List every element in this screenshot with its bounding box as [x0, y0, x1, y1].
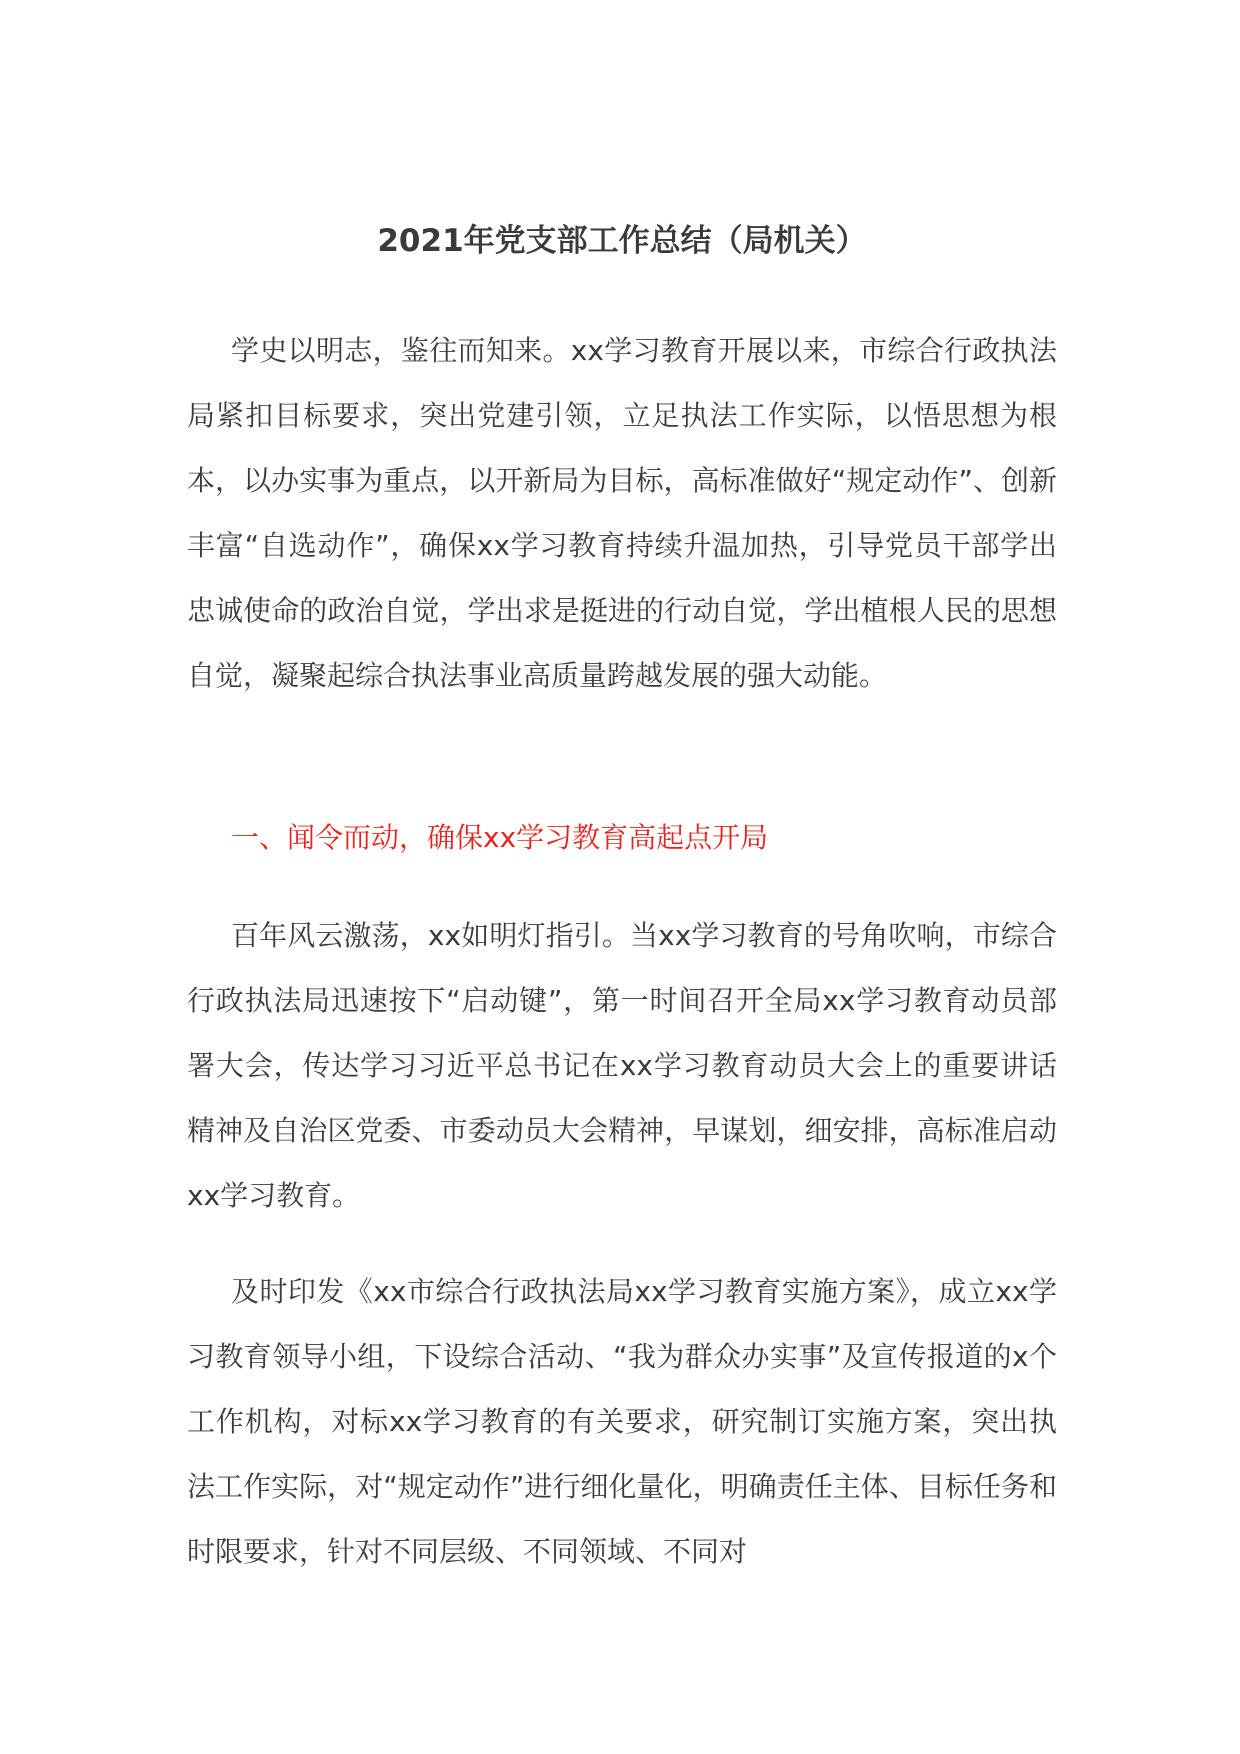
- paragraph-section-1: 百年风云激荡，xx如明灯指引。当xx学习教育的号角吹响，市综合行政执法局迅速按下“启动键”，第一时间召开全局xx学习教育动员部署大会，传达学习习近平总书记在xx学习教育动员大会上的重要讲话精神及自治区党委、市委动员大会精神，早谋划，细安排，高标准启动xx学习教育。: [187, 919, 1057, 1212]
- paragraph-section-2: 及时印发《xx市综合行政执法局xx学习教育实施方案》，成立xx学习教育领导小组，下设综合活动、“我为群众办实事”及宣传报道的x个工作机构，对标xx学习教育的有关要求，研究制订实施方案，突出执法工作实际，对“规定动作”进行细化量化，明确责任主体、目标任务和时限要求，针对不同层级、不同领域、不同对: [187, 1275, 1057, 1568]
- paragraph-intro: 学史以明志，鉴往而知来。xx学习教育开展以来，市综合行政执法局紧扣目标要求，突出党建引领，立足执法工作实际，以悟思想为根本，以办实事为重点，以开新局为目标，高标准做好“规定动作”、创新丰富“自选动作”，确保xx学习教育持续升温加热，引导党员干部学出忠诚使命的政治自觉，学出求是挺进的行动自觉，学出植根人民的思想自觉，凝聚起综合执法事业高质量跨越发展的强大动能。: [187, 334, 1057, 692]
- section-heading: 一、闻令而动，确保xx学习教育高起点开局: [231, 821, 769, 854]
- document-title: 2021年党支部工作总结（局机关）: [377, 223, 867, 259]
